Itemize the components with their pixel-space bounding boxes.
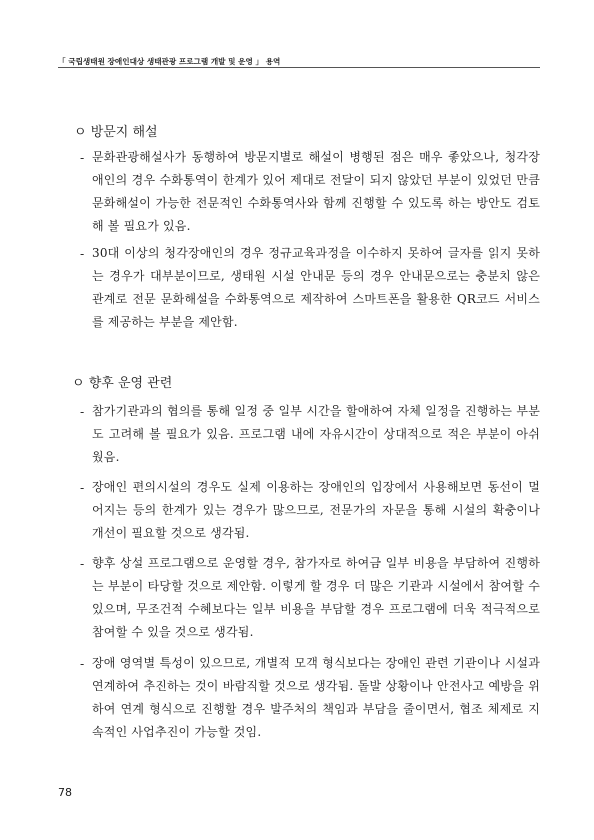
bullet-text: 향후 상설 프로그램으로 운영할 경우, 참가자로 하여금 일부 비용을 부담하여 진행하는 부분이 타당할 것으로 제안함. 이렇게 할 경우 더 많은 기관과 시설에서 참여할 수 있으며, 무조건적 수혜보다는 일부 비용을 부담할 경우 프로그램에 더욱 적극적으로 참여할 수 있을 것으로 생각됨. <box>92 556 540 639</box>
bullet-text: 30대 이상의 청각장애인의 경우 정규교육과정을 이수하지 못하여 글자를 읽지 못하는 경우가 대부분이므로, 생태원 시설 안내문 등의 경우 안내문으로는 충분치 않은 관계로 전문 문화해설을 수화통역으로 제작하여 스마트폰을 활용한 QR코드 서비스를 제공하는 부분을 제안함. <box>92 246 540 329</box>
bullet-dash: - <box>80 480 85 495</box>
bullet-text: 장애인 편의시설의 경우도 실제 이용하는 장애인의 입장에서 사용해보면 동선이 멀어지는 등의 한계가 있는 경우가 많으므로, 전문가의 자문을 통해 시설의 확충이나 개선이 필요할 것으로 생각됨. <box>92 480 540 540</box>
bullet-dash: - <box>80 404 85 419</box>
bullet-item <box>80 400 540 469</box>
bullet-dash: - <box>80 556 85 571</box>
bullet-dash: - <box>80 246 85 261</box>
bullet-item <box>80 242 540 334</box>
bullet-item <box>80 552 540 644</box>
header-rule <box>58 67 540 68</box>
bullet-dash: - <box>80 150 85 165</box>
bullet-text: 장애 영역별 특성이 있으므로, 개별적 모객 형식보다는 장애인 관련 기관이나 시설과 연계하여 추진하는 것이 바람직할 것으로 생각됨. 돌발 상황이나 안전사고 예방을 위하여 연계 형식으로 진행할 경우 발주처의 책임과 부담을 줄이면서, 협조 체제로 지속적인 사업추진이 가능할 것임. <box>92 656 540 739</box>
section-title-visit-commentary: ㅇ 방문지 해설 <box>74 125 158 140</box>
bullet-text: 문화관광해설사가 동행하여 방문지별로 해설이 병행된 점은 매우 좋았으나, 청각장애인의 경우 수화통역이 한계가 있어 제대로 전달이 되지 않았던 부분이 있었던 만큼 문화해설이 가능한 전문적인 수화통역사와 함께 진행할 수 있도록 하는 방안도 검토해 볼 필요가 있음. <box>92 150 540 233</box>
bullet-item <box>80 146 540 238</box>
page-number: 78 <box>58 786 72 799</box>
bullet-item <box>80 652 540 744</box>
bullet-text: 참가기관과의 협의를 통해 일정 중 일부 시간을 할애하여 자체 일정을 진행하는 부분도 고려해 볼 필요가 있음. 프로그램 내에 자유시간이 상대적으로 적은 부분이 아쉬웠음. <box>92 404 540 464</box>
running-header: 「 국립생태원 장애인대상 생태관광 프로그램 개발 및 운영 」 용역 <box>58 57 281 66</box>
bullet-dash: - <box>80 656 85 671</box>
section-title-future-operation: ㅇ 향후 운영 관련 <box>72 376 173 391</box>
bullet-item <box>80 476 540 545</box>
